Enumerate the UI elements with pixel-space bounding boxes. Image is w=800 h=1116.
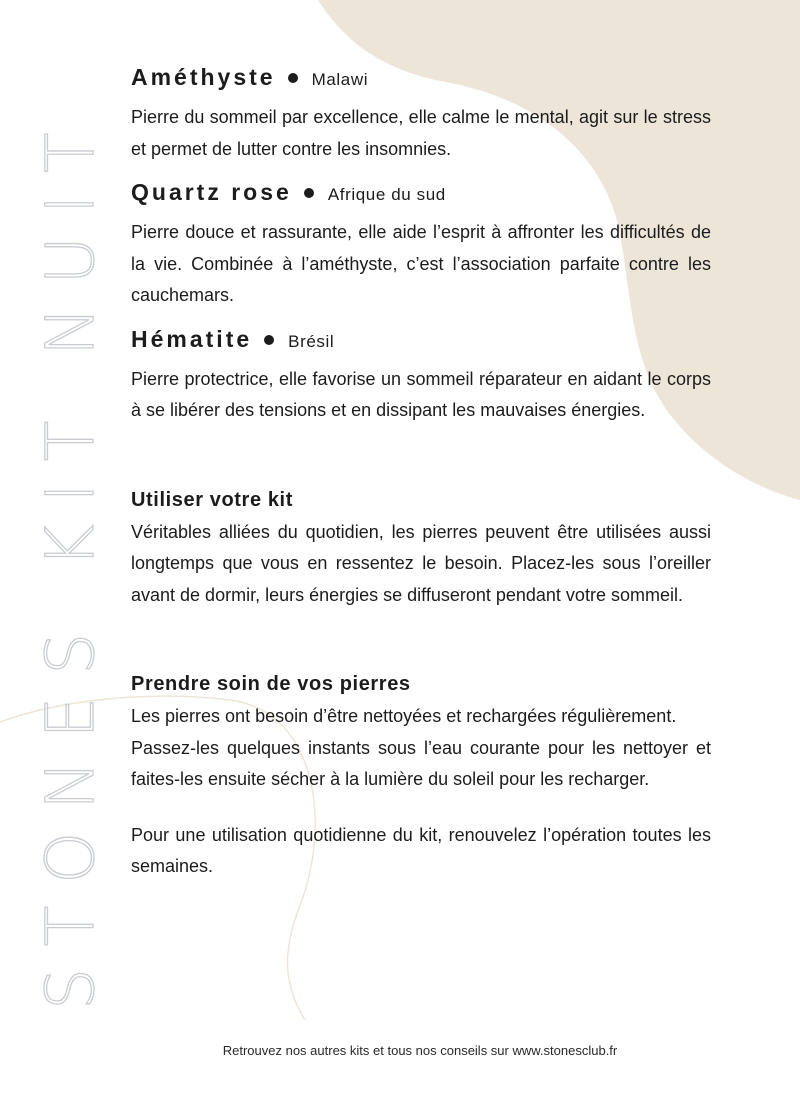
- stone-origin: Afrique du sud: [327, 185, 446, 204]
- paragraph-gap: [131, 796, 711, 820]
- use-text: Véritables alliées du quotidien, les pierres peuvent être utilisées aussi longtemps que vous en ressentez le besoin. Placez-les sous l’oreiller avant de dormir, leurs énergies se diffuseront pendant votre sommeil.: [131, 521, 711, 605]
- section-title: Prendre soin de vos pierres: [131, 673, 411, 695]
- footer-text: Retrouvez nos autres kits et tous nos conseils sur www.stonesclub.fr: [222, 1043, 618, 1058]
- bullet-dot-icon: [264, 335, 274, 345]
- stone-heading: [131, 179, 711, 217]
- care-paragraph: Passez-les quelques instants sous l’eau courante pour les nettoyer et faites-les ensuite sécher à la lumière du soleil pour les recharger.: [131, 737, 711, 789]
- stone-description: Pierre du sommeil par excellence, elle calme le mental, agit sur le stress et permet de lutter contre les insomnies.: [131, 107, 711, 159]
- stone-quartz-rose: [131, 179, 711, 312]
- stone-name: Quartz rose: [131, 179, 292, 205]
- stone-amethyste: [131, 64, 711, 165]
- stone-heading: [131, 64, 711, 102]
- use-section: [131, 483, 711, 612]
- section-title: Utiliser votre kit: [131, 488, 293, 511]
- care-paragraph: Les pierres ont besoin d’être nettoyées et rechargées régulièrement.: [131, 706, 677, 726]
- vertical-outline-title: STONES KIT NUIT: [32, 110, 109, 1010]
- care-paragraph: Pour une utilisation quotidienne du kit, renouvelez l’opération toutes les semaines.: [131, 824, 711, 876]
- bullet-dot-icon: [288, 73, 298, 83]
- stone-origin: Malawi: [311, 70, 369, 89]
- stone-description: Pierre douce et rassurante, elle aide l’esprit à affronter les difficultés de la vie. Combinée à l’améthyste, c’est l’association parfaite contre les cauchemars.: [131, 222, 711, 305]
- stone-description: Pierre protectrice, elle favorise un sommeil réparateur en aidant le corps à se libérer des tensions et en dissipant les mauvaises énergies.: [131, 368, 711, 420]
- stone-hematite: [131, 326, 711, 427]
- stone-name: Améthyste: [131, 64, 276, 90]
- stone-name: Hématite: [131, 325, 253, 352]
- stone-heading: [131, 326, 711, 364]
- main-content: [131, 64, 711, 883]
- stone-origin: Brésil: [288, 331, 335, 351]
- bullet-dot-icon: [304, 188, 314, 198]
- care-section: [131, 667, 711, 883]
